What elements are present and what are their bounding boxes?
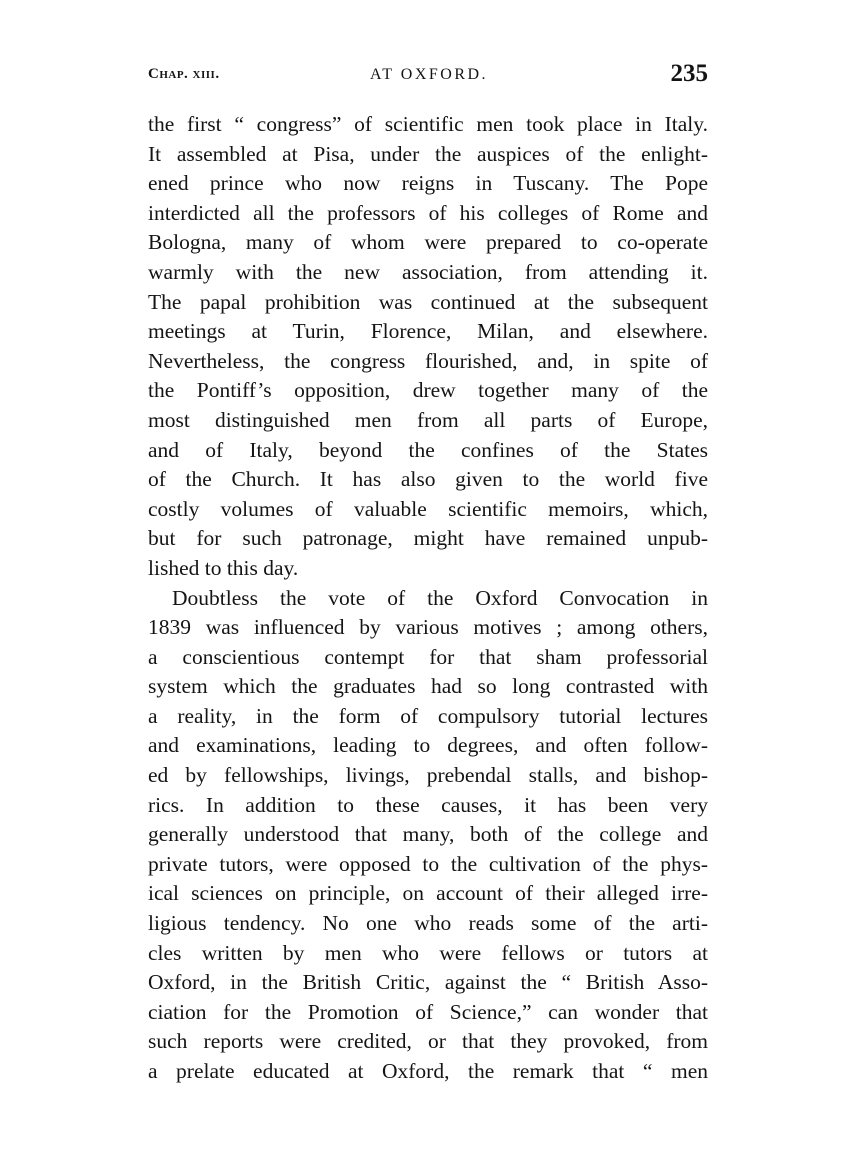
text-line: ciation for the Promotion of Science,” can wonder that [148,999,708,1024]
text-line: Bologna, many of whom were prepared to co-operate [148,230,708,255]
text-line: a conscientious contempt for that sham professorial [148,644,708,669]
text-line: and of Italy, beyond the confines of the States [148,437,708,462]
text-line: but for such patronage, might have remained unpub- [148,526,708,551]
text-line: and examinations, leading to degrees, and often follow- [148,733,708,758]
text-line: a reality, in the form of compulsory tutorial lectures [148,703,708,728]
body-text [148,110,708,1087]
text-line: rics. In addition to these causes, it has been very [148,792,708,817]
running-head [148,60,708,90]
text-line: ed by fellowships, livings, prebendal stalls, and bishop- [148,763,708,788]
text-line: warmly with the new association, from attending it. [148,259,708,284]
text-line: Nevertheless, the congress flourished, and, in spite of [148,348,708,373]
text-line: The papal prohibition was continued at the subsequent [148,289,708,314]
chapter-label: Chap. xiii. [148,66,220,82]
text-line: ligious tendency. No one who reads some of the arti- [148,911,708,936]
text-line: most distinguished men from all parts of Europe, [148,407,708,432]
text-line: private tutors, were opposed to the cultivation of the phys- [148,851,708,876]
page-number: 235 [670,60,708,87]
running-title: AT OXFORD. [370,66,489,83]
text-line: the Pontiff’s opposition, drew together many of the [148,378,708,403]
paragraph-start-line: Doubtless the vote of the Oxford Convocation in [172,585,708,610]
paragraph-end-line: lished to this day. [148,555,299,580]
text-line: system which the graduates had so long contrasted with [148,674,708,699]
text-line: the first “ congress” of scientific men took place in Italy. [148,112,708,136]
text-line: interdicted all the professors of his colleges of Rome and [148,200,708,225]
text-line: 1839 was influenced by various motives ; among others, [148,615,708,640]
text-line: such reports were credited, or that they provoked, from [148,1029,708,1054]
text-line: Oxford, in the British Critic, against the “ British Asso- [148,970,708,995]
text-line: costly volumes of valuable scientific memoirs, which, [148,496,708,521]
text-line: a prelate educated at Oxford, the remark that “ men [148,1059,708,1083]
text-line: ical sciences on principle, on account of their alleged irre- [148,881,708,906]
text-line: cles written by men who were fellows or tutors at [148,940,708,965]
text-line: meetings at Turin, Florence, Milan, and elsewhere. [148,319,708,344]
text-line: of the Church. It has also given to the world five [148,467,708,492]
text-line: It assembled at Pisa, under the auspices of the enlight- [148,141,708,166]
text-line: generally understood that many, both of the college and [148,822,708,847]
text-line: ened prince who now reigns in Tuscany. The Pope [148,171,708,196]
